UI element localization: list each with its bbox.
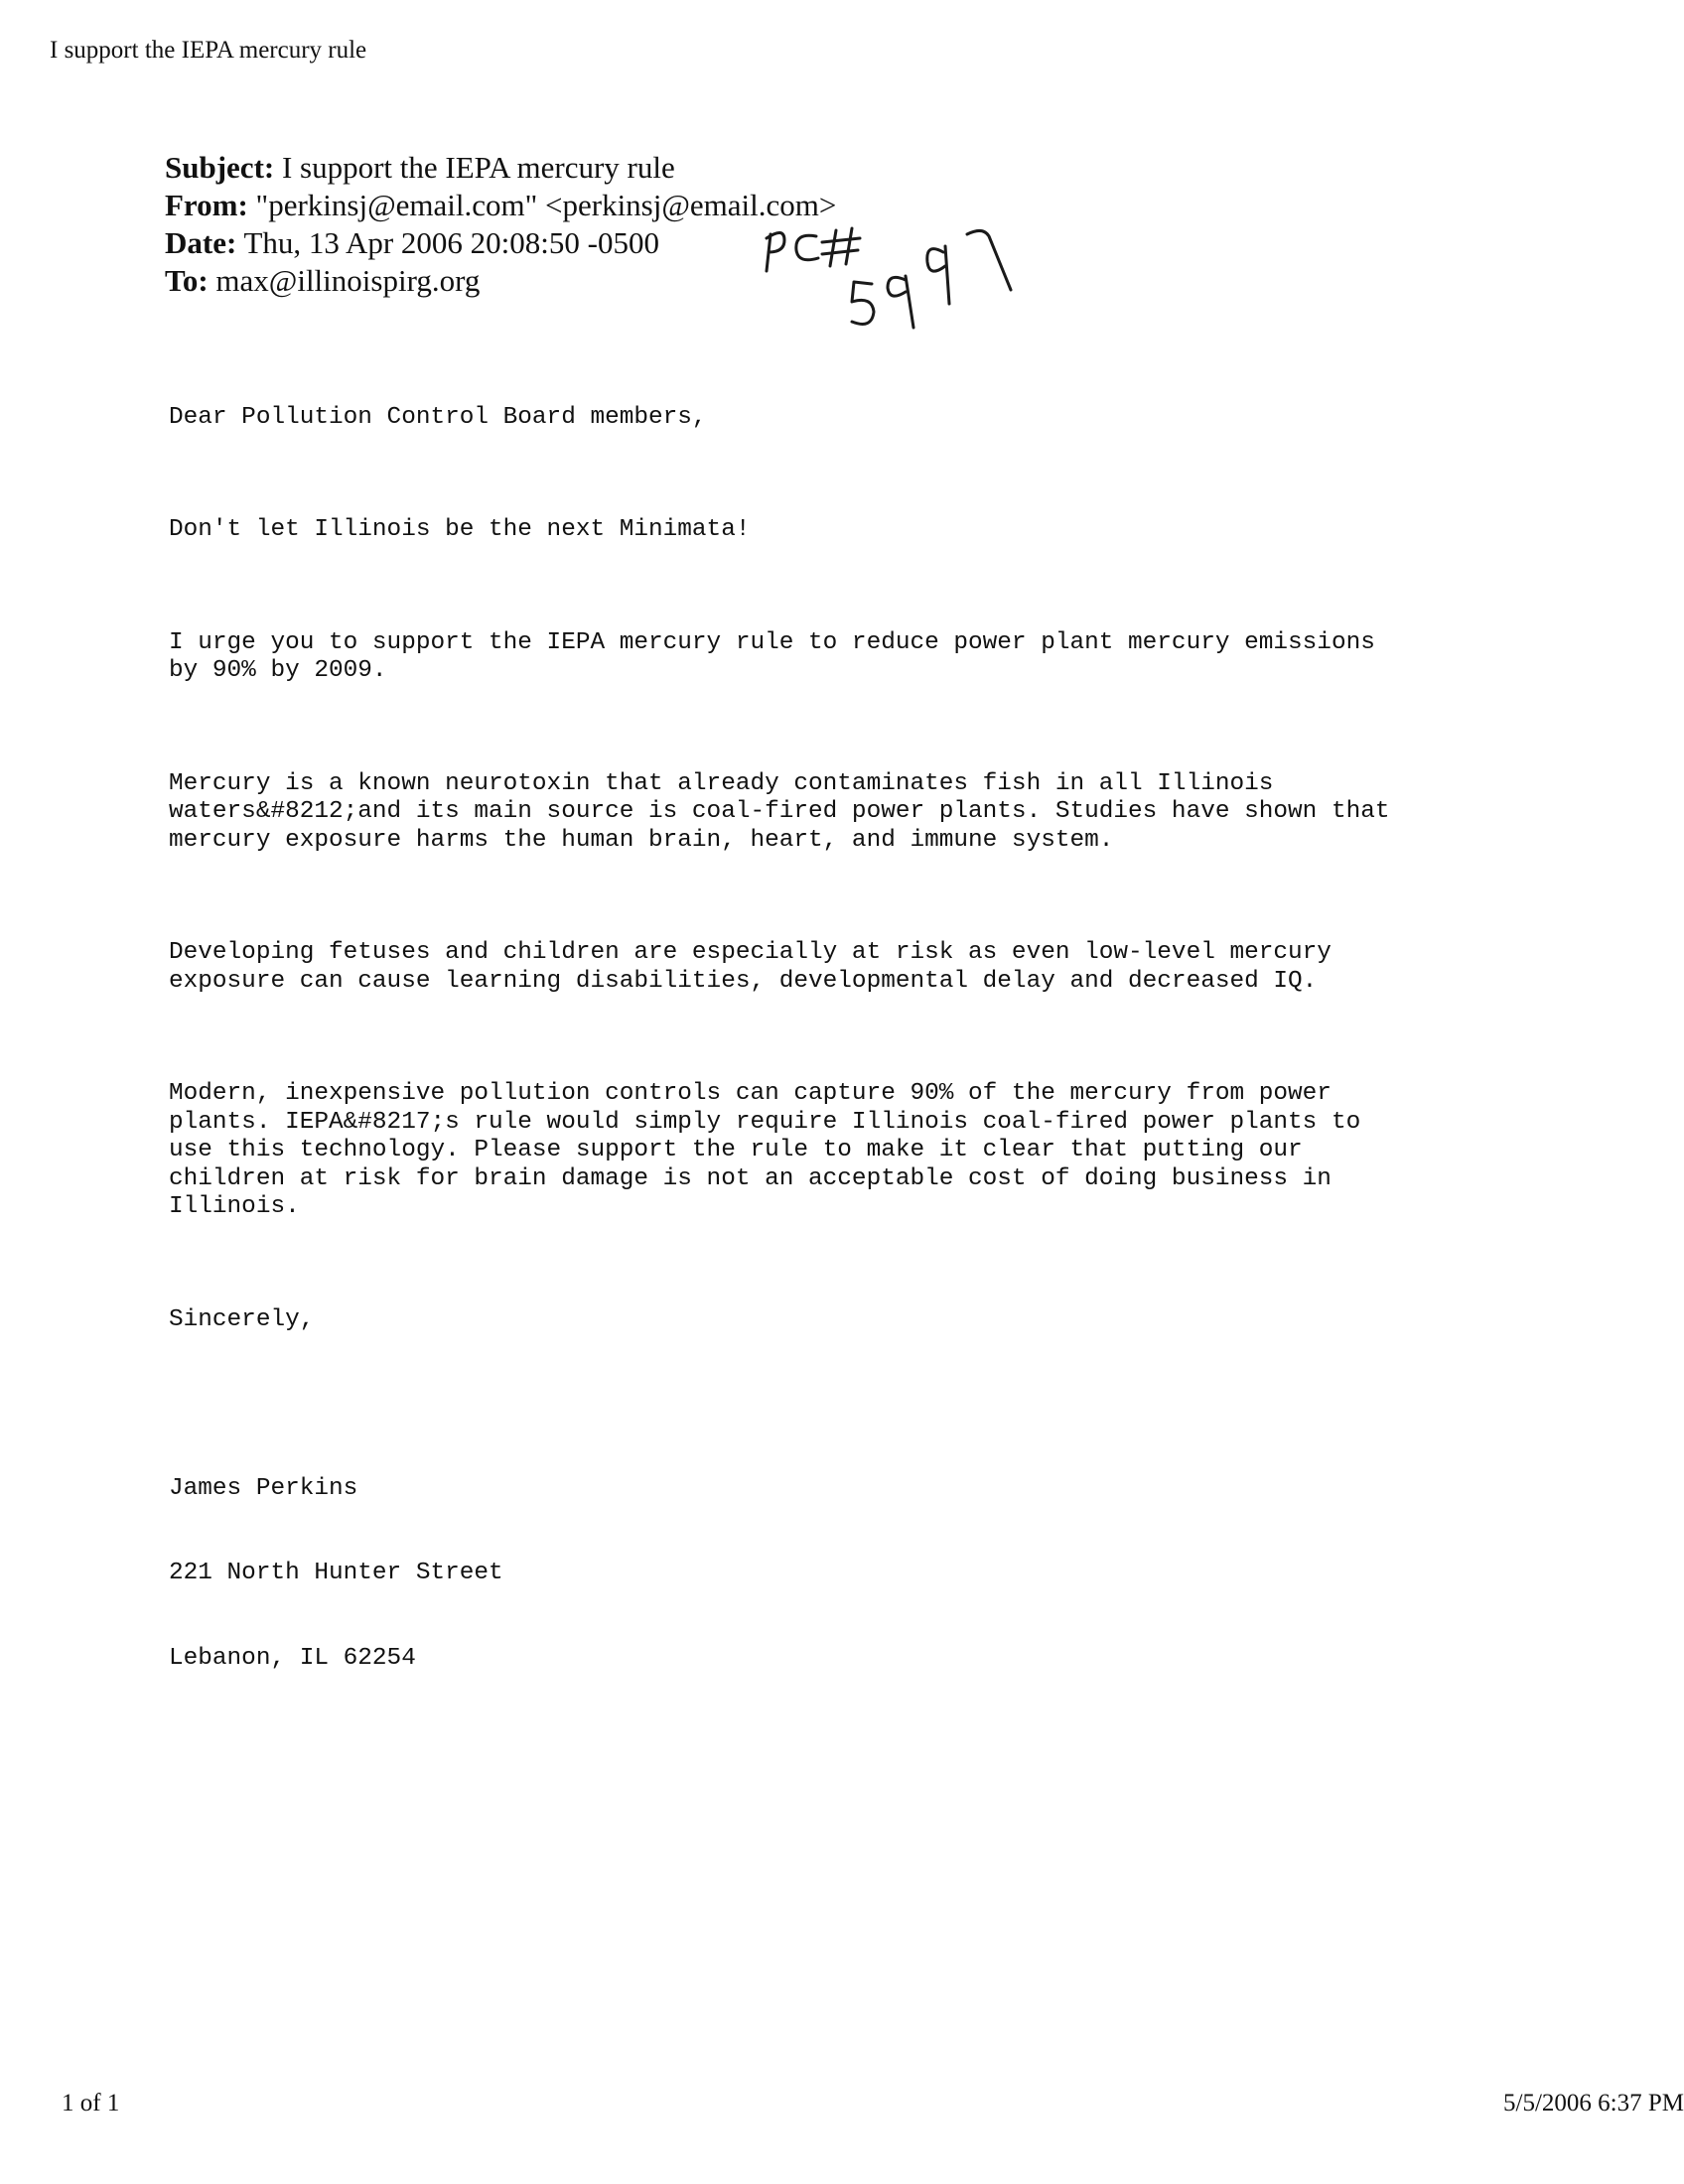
signature-street: 221 North Hunter Street	[169, 1560, 503, 1587]
subject-value: I support the IEPA mercury rule	[281, 150, 675, 185]
from-value: "perkinsj@email.com" <perkinsj@email.com>	[255, 188, 837, 222]
to-label: To:	[165, 263, 209, 298]
body-paragraph-1: Don't let Illinois be the next Minimata!	[169, 516, 751, 544]
greeting: Dear Pollution Control Board members,	[169, 403, 707, 431]
email-headers	[165, 149, 836, 300]
page-header-title: I support the IEPA mercury rule	[50, 37, 367, 64]
subject-row	[165, 149, 836, 187]
signature-block	[169, 1419, 1599, 1728]
body-paragraph-5: Modern, inexpensive pollution controls can capture 90% of the mercury from power plants. IEPA&#8217;s rule would simply require Illinois coal-fired power plants to use this technology. Please support the rule to make it clear that putting our children at risk for brain damage is not an acceptable cost of doing business in Illinois.	[169, 1080, 1361, 1221]
subject-label: Subject:	[165, 150, 275, 185]
page-number: 1 of 1	[62, 2090, 120, 2116]
to-value: max@illinoispirg.org	[215, 263, 481, 298]
body-paragraph-2: I urge you to support the IEPA mercury rule to reduce power plant mercury emissions by 90% by 2009.	[169, 629, 1375, 685]
from-row	[165, 187, 836, 224]
to-row	[165, 262, 836, 300]
closing: Sincerely,	[169, 1305, 315, 1333]
signature-name: James Perkins	[169, 1475, 358, 1503]
handwritten-pc-number	[755, 226, 1052, 336]
handwritten-pc-number-drawing	[755, 226, 1052, 336]
email-body	[169, 347, 1599, 1757]
date-label: Date:	[165, 225, 237, 260]
body-paragraph-4: Developing fetuses and children are especially at risk as even low-level mercury exposure can cause learning disabilities, developmental delay and decreased IQ.	[169, 939, 1332, 995]
signature-city: Lebanon, IL 62254	[169, 1644, 416, 1672]
print-date: 5/5/2006 6:37 PM	[1503, 2090, 1684, 2116]
date-value: Thu, 13 Apr 2006 20:08:50 -0500	[243, 225, 659, 260]
date-row	[165, 224, 836, 262]
from-label: From:	[165, 188, 248, 222]
body-paragraph-3: Mercury is a known neurotoxin that already contaminates fish in all Illinois waters&#8212;and its main source is coal-fired power plants. Studies have shown that mercury exposure harms the human brain, heart, and immune system.	[169, 770, 1390, 854]
